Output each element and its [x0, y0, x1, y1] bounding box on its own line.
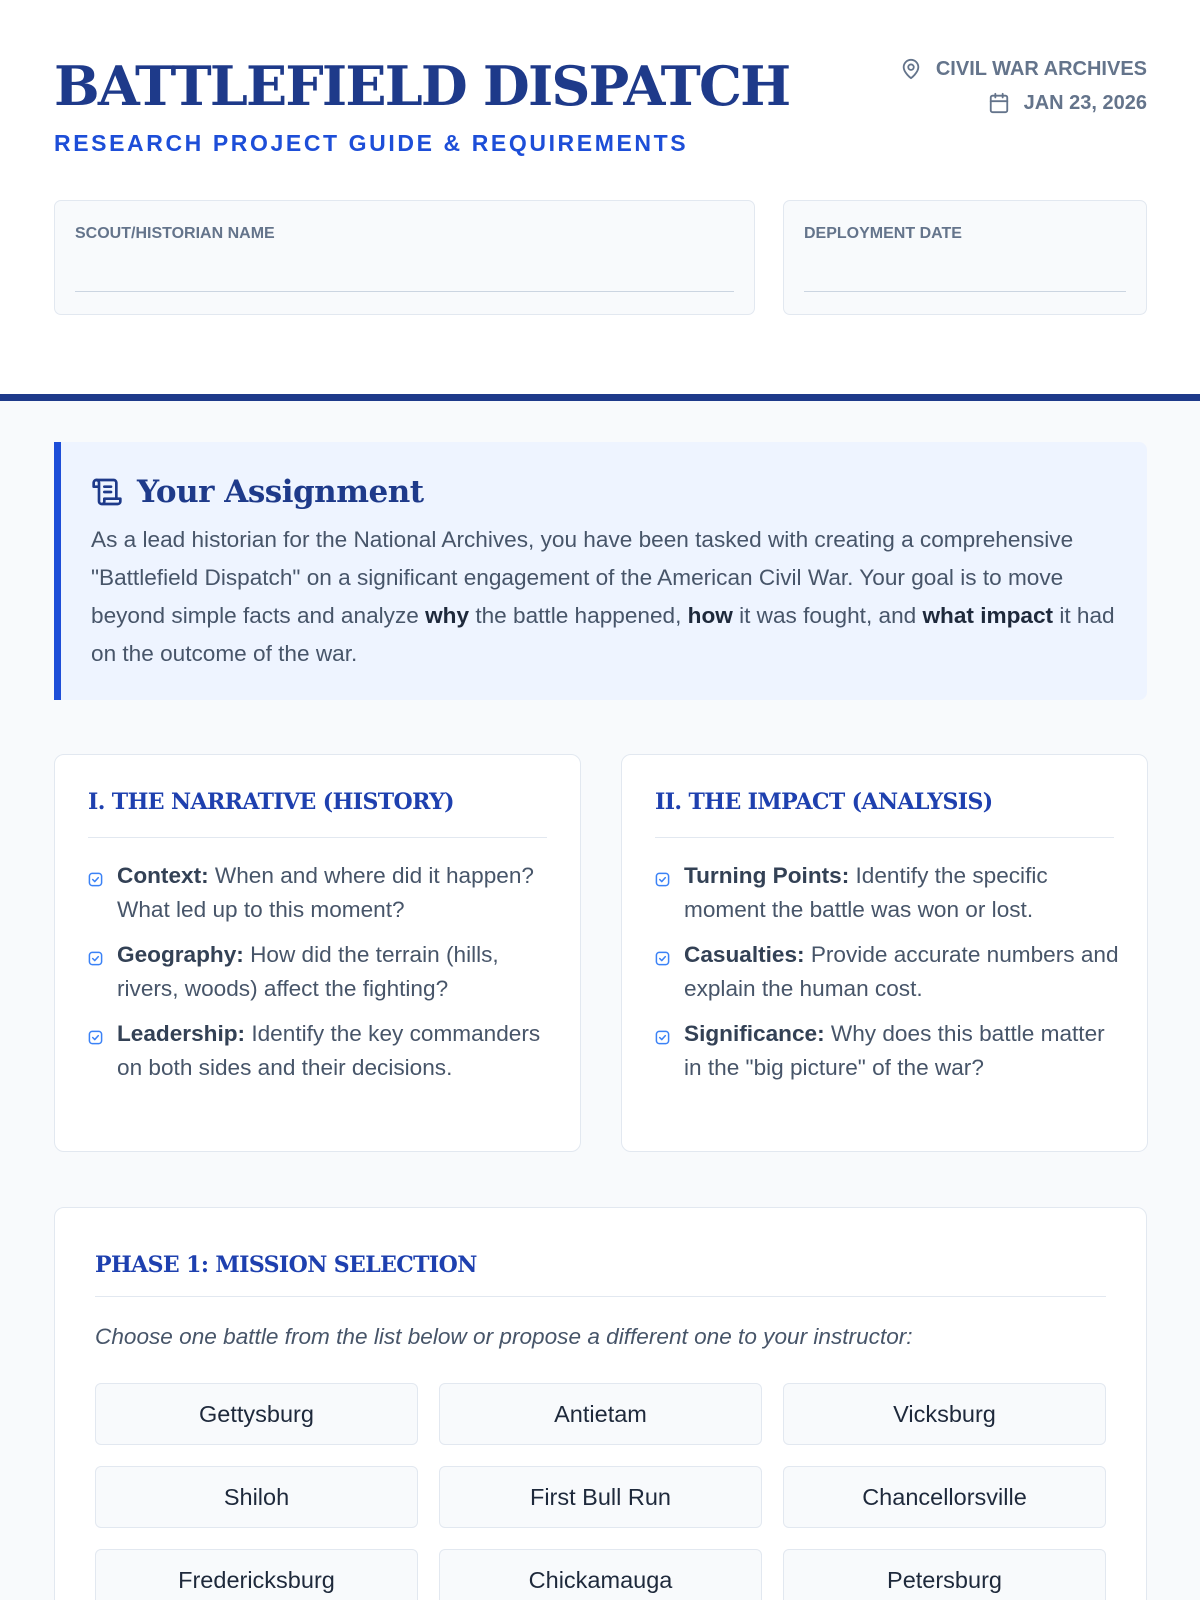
battle-option-petersburg[interactable]: Petersburg	[783, 1549, 1106, 1600]
assignment-text: As a lead historian for the National Archives, you have been tasked with creating a comprehensive "Battlefield Dispatch" on a significant engagement of the American Civil War. Your goal is to move beyond simple facts and analyze why the battle happened, how it was fought, and what impact it had on the outcome of the war.	[91, 527, 1115, 666]
impact-list	[655, 859, 1125, 1096]
list-item: Leadership: Identify the key commanders on both sides and their decisions.	[88, 1017, 558, 1084]
date-row	[900, 86, 1147, 120]
narrative-card	[54, 754, 581, 1152]
checkbox-icon	[88, 1030, 103, 1045]
item-label: Turning Points:	[684, 863, 850, 888]
list-item: Context: When and where did it happen? What led up to this moment?	[88, 859, 558, 926]
emphasis-what-impact: what impact	[922, 603, 1054, 628]
emphasis-how: how	[687, 603, 733, 628]
impact-divider	[655, 837, 1114, 838]
deployment-date-input[interactable]	[804, 291, 1126, 292]
name-field-input[interactable]	[75, 291, 734, 292]
battle-option-fredericksburg[interactable]: Fredericksburg	[95, 1549, 418, 1600]
item-label: Context:	[117, 863, 209, 888]
impact-title: II. THE IMPACT (ANALYSIS)	[655, 789, 993, 815]
checkbox-icon	[88, 951, 103, 966]
assignment-heading	[91, 474, 424, 510]
battle-option-chickamauga[interactable]: Chickamauga	[439, 1549, 762, 1600]
item-label: Casualties:	[684, 942, 805, 967]
header-divider	[0, 394, 1200, 401]
emphasis-why: why	[425, 603, 470, 628]
battle-option-chancellorsville[interactable]: Chancellorsville	[783, 1466, 1106, 1528]
narrative-title: I. THE NARRATIVE (HISTORY)	[88, 789, 454, 815]
checkbox-icon	[655, 1030, 670, 1045]
item-label: Leadership:	[117, 1021, 246, 1046]
phase-divider	[95, 1296, 1106, 1297]
list-item: Turning Points: Identify the specific moment the battle was won or lost.	[655, 859, 1125, 926]
item-label: Geography:	[117, 942, 244, 967]
narrative-divider	[88, 837, 547, 838]
map-pin-icon	[900, 57, 922, 81]
page-header	[0, 0, 1200, 400]
name-field[interactable]	[54, 200, 755, 315]
calendar-icon	[988, 92, 1010, 114]
list-item: Geography: How did the terrain (hills, rivers, woods) affect the fighting?	[88, 938, 558, 1005]
name-field-label: SCOUT/HISTORIAN NAME	[75, 225, 275, 242]
battle-option-first-bull-run[interactable]: First Bull Run	[439, 1466, 762, 1528]
phase-instructions: Choose one battle from the list below or propose a different one to your instructor:	[95, 1324, 913, 1349]
item-label: Significance:	[684, 1021, 825, 1046]
battle-option-vicksburg[interactable]: Vicksburg	[783, 1383, 1106, 1445]
impact-card	[621, 754, 1148, 1152]
scroll-icon	[91, 476, 123, 508]
battle-option-antietam[interactable]: Antietam	[439, 1383, 762, 1445]
battle-options	[95, 1383, 1106, 1600]
narrative-list	[88, 859, 558, 1096]
assignment-title: Your Assignment	[137, 474, 424, 510]
deployment-date-label: DEPLOYMENT DATE	[804, 225, 962, 242]
phase-title: PHASE 1: MISSION SELECTION	[95, 1252, 477, 1278]
battle-option-shiloh[interactable]: Shiloh	[95, 1466, 418, 1528]
location-row	[900, 52, 1147, 86]
list-item: Casualties: Provide accurate numbers and explain the human cost.	[655, 938, 1125, 1005]
date-text: JAN 23, 2026	[1023, 91, 1147, 114]
checkbox-icon	[88, 872, 103, 887]
battle-option-gettysburg[interactable]: Gettysburg	[95, 1383, 418, 1445]
checkbox-icon	[655, 872, 670, 887]
checkbox-icon	[655, 951, 670, 966]
list-item: Significance: Why does this battle matter in the "big picture" of the war?	[655, 1017, 1125, 1084]
location-text: CIVIL WAR ARCHIVES	[935, 57, 1147, 80]
page-title: BATTLEFIELD DISPATCH	[54, 54, 790, 118]
mission-selection-section	[54, 1207, 1147, 1600]
assignment-callout	[54, 442, 1147, 700]
header-meta	[900, 52, 1147, 120]
deployment-date-field[interactable]	[783, 200, 1147, 315]
page-subtitle: RESEARCH PROJECT GUIDE & REQUIREMENTS	[54, 130, 689, 156]
